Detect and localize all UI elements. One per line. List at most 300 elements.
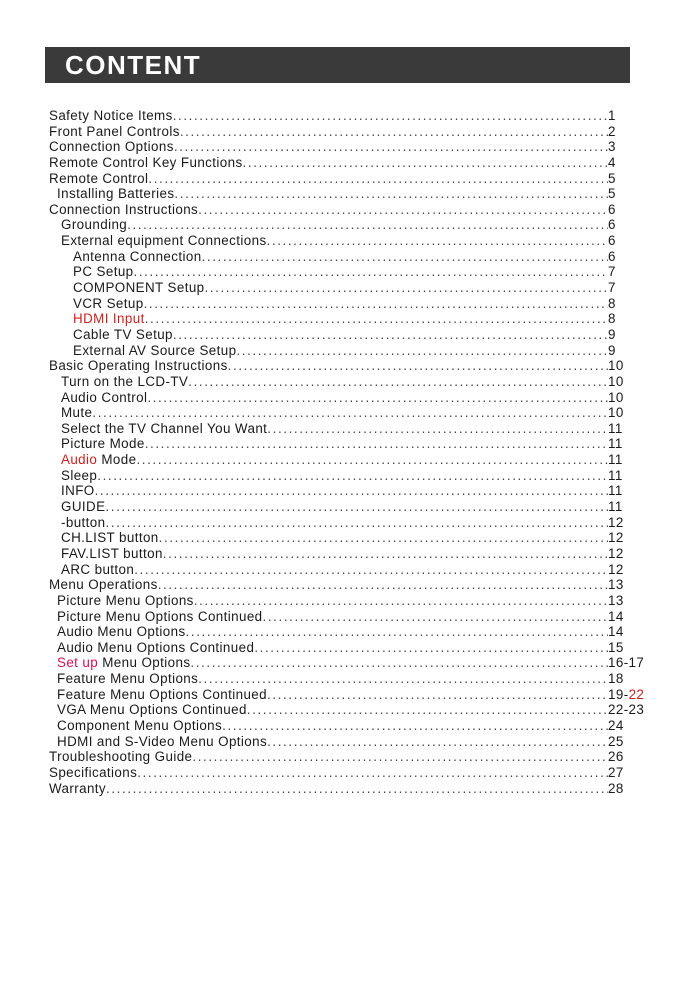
toc-page-number [608,546,624,562]
toc-entry[interactable] [49,687,659,703]
toc-entry-label [49,765,137,781]
toc-entry[interactable] [49,358,659,374]
toc-entry[interactable] [49,702,659,718]
toc-entry-label [73,296,144,312]
toc-entry[interactable] [49,765,659,781]
toc-dot-leader [173,108,608,124]
toc-dot-leader [243,155,608,171]
toc-page-number [608,249,616,265]
toc-entry-line [61,217,608,233]
toc-entry-line [61,374,608,390]
toc-dot-leader [263,609,608,625]
toc-page-number-text: 11 [608,467,623,483]
toc-page-number [608,358,624,374]
toc-page-number [608,468,623,484]
toc-entry[interactable] [49,718,659,734]
toc-page-number-text: 25 [608,733,624,749]
toc-entry-label-text: PC Setup [73,264,134,280]
toc-dot-leader [267,233,608,249]
toc-entry[interactable] [49,436,659,452]
toc-dot-leader [106,781,608,797]
toc-dot-leader [95,483,608,499]
toc-entry-label-text: VGA Menu Options Continued [57,702,247,718]
toc-dot-leader [145,311,608,327]
toc-page-number-text: 28 [608,780,624,796]
toc-entry-label-text: Remote Control Key Functions [49,154,243,170]
toc-entry[interactable] [49,483,659,499]
toc-entry-label-text: HDMI and S-Video Menu Options [57,733,268,749]
toc-entry[interactable] [49,343,659,359]
toc-page-number [608,436,623,452]
toc-page-number [608,343,616,359]
toc-entry[interactable] [49,781,659,797]
toc-entry[interactable] [49,749,659,765]
toc-dot-leader [105,499,608,515]
toc-entry-label-text: Cable TV Setup [73,326,173,342]
toc-page-number [608,640,624,656]
toc-dot-leader [194,593,608,609]
toc-entry-label [49,171,148,187]
toc-entry-line [61,499,608,515]
toc-entry-line [57,671,608,687]
toc-entry-line [73,296,608,312]
toc-entry-label [57,718,222,734]
toc-page-number [608,702,644,718]
toc-entry-label [57,609,263,625]
toc-entry-label [61,546,163,562]
toc-entry[interactable] [49,311,659,327]
toc-page-number [608,765,624,781]
toc-entry-line [49,765,608,781]
toc-dot-leader [134,264,608,280]
toc-page-number-text: 12 [608,545,624,561]
toc-page-number [608,749,624,765]
toc-entry[interactable] [49,562,659,578]
toc-page-number-text: 10 [608,373,624,389]
toc-entry-label [61,499,105,515]
toc-page-number-text: 11 [608,436,623,452]
toc-entry-label-text: Specifications [49,764,138,780]
toc-entry[interactable] [49,155,659,171]
toc-entry-line [49,577,608,593]
toc-entry[interactable] [49,671,659,687]
toc-page-number [608,124,616,140]
toc-entry-label [61,390,147,406]
toc-entry-label [57,593,194,609]
toc-entry-label [61,374,188,390]
toc-dot-leader [97,468,608,484]
toc-dot-leader [198,202,608,218]
toc-entry[interactable] [49,609,659,625]
toc-entry-line [49,358,608,374]
toc-entry-label-text: HDMI Input [73,311,145,327]
toc-entry-label-text: ARC button [61,561,135,577]
toc-dot-leader [192,749,608,765]
toc-page-number [608,202,616,218]
toc-entry-line [57,734,608,750]
toc-page-number [608,499,623,515]
toc-dot-leader [145,436,608,452]
toc-dot-leader [205,280,608,296]
toc-page-number-text: 22-23 [608,702,645,718]
toc-page-number [608,280,616,296]
toc-entry-label-text: Audio Control [61,389,148,405]
toc-page-number-text: 7 [608,264,616,280]
toc-page-number [608,139,616,155]
toc-dot-leader [173,327,608,343]
toc-entry[interactable] [49,202,659,218]
toc-entry-line [57,624,608,640]
toc-entry-label-text: VCR Setup [73,295,144,311]
toc-entry-label [61,421,267,437]
toc-entry-label [49,749,192,765]
toc-entry[interactable] [49,171,659,187]
toc-page-number [608,311,616,327]
toc-entry-label-text: Feature Menu Options Continued [57,686,268,702]
toc-entry-line [61,530,608,546]
toc-entry[interactable] [49,280,659,296]
toc-dot-leader [236,343,608,359]
toc-dot-leader [254,640,608,656]
toc-entry-label-text: Audio Menu Options [57,624,186,640]
toc-page-number [608,421,623,437]
toc-entry[interactable] [49,296,659,312]
toc-page-number-text: 11 [608,452,623,468]
toc-entry-label [73,311,145,327]
toc-page-number-text: 10 [608,389,624,405]
toc-entry-label-highlight: Audio [61,452,98,468]
toc-page-number-text: 11 [608,483,623,499]
toc-page-number-text: 12 [608,561,624,577]
toc-entry-label [49,577,158,593]
toc-entry-label [61,515,106,531]
toc-dot-leader [92,405,608,421]
toc-entry-line [61,546,608,562]
toc-entry-line [57,640,608,656]
toc-entry-line [61,436,608,452]
toc-entry-label [61,468,97,484]
toc-entry[interactable] [49,186,659,202]
toc-dot-leader [247,702,608,718]
toc-entry-label-text: Picture Mode [61,436,145,452]
toc-page-number-text: 12 [608,514,624,530]
toc-entry-label [73,249,202,265]
toc-page-number [608,562,624,578]
toc-entry[interactable] [49,734,659,750]
toc-dot-leader [174,139,608,155]
toc-page-number-text: 11 [608,420,623,436]
toc-page-number-text: 14 [608,624,624,640]
toc-entry-line [61,405,608,421]
toc-page-number-text: 5 [608,170,616,186]
toc-entry[interactable] [49,452,659,468]
toc-entry-label-text: INFO [61,483,95,499]
toc-entry-line [49,124,608,140]
toc-page-number [608,655,644,671]
toc-page-number-text: 16-17 [608,655,645,671]
toc-page-number-text: 15 [608,639,624,655]
toc-entry-line [57,655,608,671]
toc-entry-label-highlight: Set up [57,655,99,671]
toc-entry-label [57,655,190,671]
toc-dot-leader [190,655,608,671]
toc-page-number [608,155,616,171]
toc-entry-label [73,327,173,343]
toc-entry-line [57,687,608,703]
toc-dot-leader [148,171,608,187]
toc-page-number-text: 9 [608,342,616,358]
toc-entry-label-text: Mute [61,405,93,421]
toc-entry[interactable] [49,233,659,249]
toc-page-number-highlight: 22 [628,686,645,702]
toc-page-number [608,390,624,406]
toc-page-number [608,609,624,625]
toc-dot-leader [222,718,608,734]
toc-page-number-text: 3 [608,139,616,155]
toc-entry-label [61,405,92,421]
toc-entry-label [61,452,136,468]
toc-entry[interactable] [49,655,659,671]
toc-entry-label [61,562,134,578]
toc-page-number-text: 10 [608,358,624,374]
toc-page-number-text: 9 [608,326,616,342]
toc-page-number [608,671,624,687]
toc-entry-line [61,515,608,531]
toc-entry-label [73,280,205,296]
toc-entry-label-text: FAV.LIST button [61,545,163,561]
toc-page-number [608,264,616,280]
toc-page-number-text: 10 [608,405,624,421]
toc-entry-label-text: Safety Notice Items [49,108,173,123]
toc-entry-label [61,483,95,499]
toc-page-number [608,515,624,531]
toc-page-number [608,593,624,609]
toc-entry[interactable] [49,421,659,437]
toc-entry[interactable] [49,108,659,124]
toc-entry-line [61,562,608,578]
toc-entry-label-text: Front Panel Controls [49,123,180,139]
toc-page-number-text: 26 [608,749,624,765]
toc-dot-leader [186,624,608,640]
toc-entry-label [57,186,174,202]
toc-page-number-text: 11 [608,499,623,515]
toc-entry-line [73,327,608,343]
content-header-bar [45,47,630,83]
toc-page-number-text: 6 [608,217,616,233]
toc-entry-line [57,593,608,609]
toc-entry-label-text: Installing Batteries [57,186,175,202]
toc-entry[interactable] [49,499,659,515]
toc-page-number [608,718,624,734]
toc-entry-label-text: Menu Operations [49,577,158,593]
toc-entry-line [57,718,608,734]
toc-entry-line [73,343,608,359]
toc-entry-label [57,671,198,687]
toc-dot-leader [198,671,608,687]
toc-entry-label-text: Component Menu Options [57,717,223,733]
toc-dot-leader [106,515,609,531]
toc-entry-label-text: Connection Options [49,139,174,155]
toc-entry-label-text: Warranty [49,780,107,796]
toc-dot-leader [174,186,608,202]
toc-entry-line [49,202,608,218]
toc-page-number [608,734,624,750]
toc-entry[interactable] [49,593,659,609]
toc-page-number-text: 14 [608,608,624,624]
toc-page-number [608,217,616,233]
toc-page-number [608,687,644,703]
toc-page-number-text: 12 [608,530,624,546]
toc-page-number [608,781,624,797]
toc-entry[interactable] [49,624,659,640]
toc-entry-label-text: Turn on the LCD-TV [61,373,189,389]
toc-page-number [608,374,624,390]
toc-entry-label-text: Picture Menu Options [57,592,194,608]
toc-entry-label-text: GUIDE [61,499,106,515]
toc-page-number-text: 6 [608,201,616,217]
toc-entry[interactable] [49,640,659,656]
toc-entry-label-text: COMPONENT Setup [73,280,205,296]
toc-entry-label [61,530,159,546]
toc-page-number [608,405,624,421]
toc-entry-label-text: Grounding [61,217,128,233]
toc-entry[interactable] [49,468,659,484]
toc-page-number-text: 13 [608,592,624,608]
toc-entry-label [49,108,173,124]
toc-entry[interactable] [49,530,659,546]
toc-page-number-text: 13 [608,577,624,593]
toc-entry-label [57,734,267,750]
toc-entry-line [61,390,608,406]
toc-entry-label [49,202,198,218]
toc-entry-line [57,702,608,718]
toc-dot-leader [159,530,608,546]
toc-entry[interactable] [49,217,659,233]
page-title: CONTENT [65,50,202,80]
toc-entry[interactable] [49,405,659,421]
toc-page-number-text: 6 [608,233,616,249]
toc-dot-leader [136,452,608,468]
toc-entry-label-text: Audio Menu Options Continued [57,639,255,655]
toc-page-number [608,530,624,546]
toc-dot-leader [267,421,608,437]
toc-page-number-text: 1 [608,108,616,123]
toc-entry-label-text: Troubleshooting Guide [49,749,193,765]
toc-dot-leader [144,296,608,312]
toc-entry-label-text: Menu Options [98,655,191,671]
toc-entry-label-text: External equipment Connections [61,233,267,249]
table-of-contents [49,108,659,796]
toc-entry[interactable] [49,249,659,265]
toc-entry-label-text: Antenna Connection [73,248,202,264]
toc-entry-line [49,108,608,124]
toc-entry-line [61,233,608,249]
toc-entry-line [49,781,608,797]
toc-dot-leader [147,390,608,406]
toc-entry-label-text: CH.LIST button [61,530,159,546]
toc-entry-line [57,609,608,625]
toc-page-number-text: 5 [608,186,616,202]
toc-dot-leader [228,358,608,374]
toc-page-number-text: 27 [608,764,624,780]
toc-entry-label-text: Select the TV Channel You Want [61,420,268,436]
toc-entry-label [61,233,267,249]
toc-entry[interactable] [49,577,659,593]
toc-entry-line [73,311,608,327]
toc-dot-leader [137,765,608,781]
toc-entry-label [57,640,254,656]
toc-entry[interactable] [49,374,659,390]
toc-entry-label-text: -button [61,514,106,530]
toc-page-number-text: 24 [608,717,624,733]
toc-page-number [608,186,616,202]
toc-entry-line [49,171,608,187]
toc-dot-leader [202,249,608,265]
toc-dot-leader [267,734,608,750]
toc-entry-label [61,436,145,452]
toc-entry[interactable] [49,515,659,531]
toc-page-number [608,108,616,124]
toc-entry-line [49,155,608,171]
toc-dot-leader [134,562,608,578]
toc-entry-label-text: External AV Source Setup [73,342,237,358]
toc-entry-line [61,421,608,437]
toc-entry-label [49,124,180,140]
toc-entry[interactable] [49,264,659,280]
toc-page-number [608,296,616,312]
toc-entry-line [73,249,608,265]
toc-dot-leader [163,546,608,562]
toc-entry[interactable] [49,124,659,140]
toc-page-number-text: 2 [608,123,616,139]
toc-entry-label-text: Basic Operating Instructions [49,358,228,374]
toc-entry-line [73,280,608,296]
toc-entry[interactable] [49,546,659,562]
toc-page-number-text: 4 [608,154,616,170]
toc-entry[interactable] [49,139,659,155]
toc-entry-line [61,452,608,468]
toc-dot-leader [267,687,608,703]
toc-page-number-text: 6 [608,248,616,264]
toc-page-number [608,483,623,499]
toc-entry-label [73,264,134,280]
toc-entry-label-text: Remote Control [49,170,149,186]
toc-page-number-text: 7 [608,280,616,296]
toc-page-number-text: 8 [608,295,616,311]
toc-entry-label [57,624,186,640]
toc-entry-line [49,139,608,155]
toc-entry-line [57,186,608,202]
toc-page-number-text: 19- [608,686,629,702]
toc-entry-label-text: Mode [97,452,137,468]
toc-entry-line [49,749,608,765]
toc-page-number [608,233,616,249]
toc-page-number [608,624,624,640]
toc-entry-label-text: Picture Menu Options Continued [57,608,263,624]
toc-entry[interactable] [49,390,659,406]
toc-page-number [608,452,623,468]
toc-entry-label-text: Connection Instructions [49,201,199,217]
toc-page-number [608,577,624,593]
toc-entry[interactable] [49,327,659,343]
toc-page-number [608,171,616,187]
toc-entry-label-text: Feature Menu Options [57,671,199,687]
toc-entry-label [49,155,243,171]
toc-entry-label [49,139,174,155]
toc-entry-line [73,264,608,280]
toc-entry-label [61,217,127,233]
toc-dot-leader [188,374,608,390]
